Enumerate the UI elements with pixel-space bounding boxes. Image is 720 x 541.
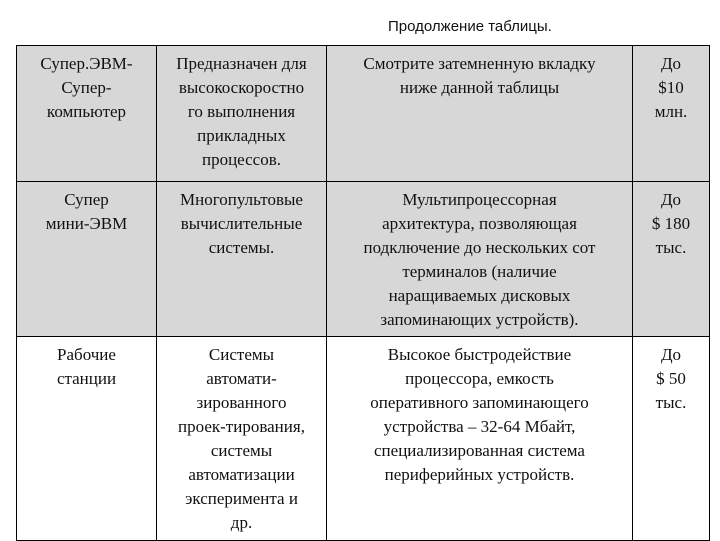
cell-text: тыс. xyxy=(655,238,687,257)
price-cell xyxy=(633,337,710,541)
computer-classes-table xyxy=(16,45,710,541)
cell-text: станции xyxy=(56,369,117,388)
cell-text: ниже данной таблицы xyxy=(399,78,560,97)
cell-text: подключение до нескольких сот xyxy=(363,238,596,257)
features-cell xyxy=(327,182,633,337)
cell-text: Рабочие xyxy=(57,345,116,364)
price-cell xyxy=(633,46,710,182)
cell-text: высокоскоростно xyxy=(178,78,305,97)
cell-text: архитектура, позволяющая xyxy=(382,214,577,233)
cell-text: млн. xyxy=(654,102,688,121)
cell-text: системы. xyxy=(208,238,275,257)
cell-text: До xyxy=(660,54,682,73)
cell-text: процессов. xyxy=(201,150,282,169)
cell-text: др. xyxy=(230,513,253,532)
features-cell xyxy=(327,337,633,541)
cell-text: специализированная система xyxy=(374,441,585,460)
table-row xyxy=(17,182,710,337)
cell-text: устройства – 32-64 Мбайт, xyxy=(383,417,576,436)
purpose-cell xyxy=(157,182,327,337)
cell-text: $ 180 xyxy=(651,214,691,233)
cell-text: Смотрите затемненную вкладку xyxy=(363,54,596,73)
cell-text: $ 50 xyxy=(656,369,686,388)
table-row xyxy=(17,46,710,182)
cell-text: До xyxy=(660,190,682,209)
cell-text: Супер.ЭВМ- xyxy=(40,54,133,73)
table-row xyxy=(17,337,710,541)
cell-text: проек-тирования, xyxy=(178,417,305,436)
cell-text: вычислительные xyxy=(180,214,303,233)
cell-text: наращиваемых дисковых xyxy=(388,286,571,305)
cell-text: мини-ЭВМ xyxy=(45,214,128,233)
class-name-cell xyxy=(17,337,157,541)
cell-text: автоматизации xyxy=(188,465,295,484)
cell-text: оперативного запоминающего xyxy=(370,393,589,412)
purpose-cell xyxy=(157,46,327,182)
cell-text: Супер- xyxy=(61,78,112,97)
cell-text: эксперимента и xyxy=(185,489,298,508)
purpose-cell xyxy=(157,337,327,541)
cell-text: Супер xyxy=(64,190,109,209)
cell-text: зированного xyxy=(196,393,287,412)
cell-text: До xyxy=(660,345,682,364)
cell-text: Мультипроцессорная xyxy=(402,190,557,209)
cell-text: тыс. xyxy=(655,393,687,412)
price-cell xyxy=(633,182,710,337)
cell-text: процессора, емкость xyxy=(405,369,554,388)
features-cell xyxy=(327,46,633,182)
cell-text: го выполнения xyxy=(187,102,296,121)
cell-text: Системы xyxy=(208,345,275,364)
cell-text: запоминающих устройств). xyxy=(380,310,579,329)
table-continuation-caption: Продолжение таблицы. xyxy=(388,18,552,35)
cell-text: компьютер xyxy=(46,102,127,121)
cell-text: периферийных устройств. xyxy=(384,465,575,484)
cell-text: Предназначен для xyxy=(176,54,307,73)
class-name-cell xyxy=(17,182,157,337)
cell-text: $10 xyxy=(658,78,684,97)
cell-text: Многопультовые xyxy=(180,190,303,209)
class-name-cell xyxy=(17,46,157,182)
cell-text: Высокое быстродействие xyxy=(387,345,572,364)
cell-text: терминалов (наличие xyxy=(402,262,557,281)
cell-text: автомати- xyxy=(206,369,277,388)
cell-text: прикладных xyxy=(197,126,286,145)
cell-text: системы xyxy=(210,441,273,460)
